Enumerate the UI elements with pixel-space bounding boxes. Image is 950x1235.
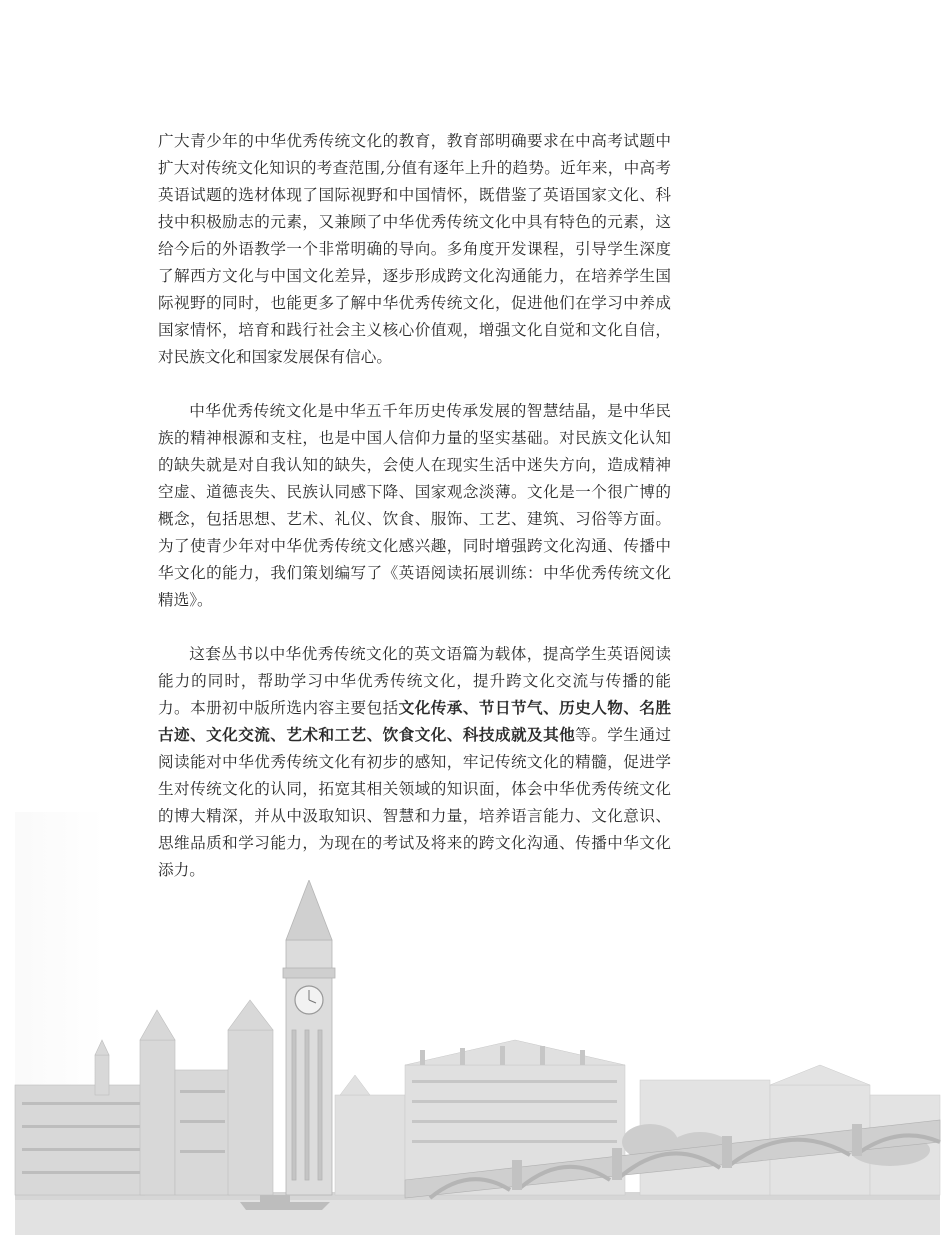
paragraph-3-topics: 文化传承、节日节气、历史人物、名胜古迹、文化交流、艺术和工艺、饮食文化、科技成就及其他 [158,699,671,744]
paragraph-3-tail: 等。学生通过阅读能对中华优秀传统文化有初步的感知，牢记传统文化的精髓，促进学生对传统文化的认同，拓宽其相关领域的知识面，体会中华优秀传统文化的博大精深，并从中汲取知识、智慧和力量，培养语言能力、文化意识、思维品质和学习能力，为现在的考试及将来的跨文化沟通、传播中华文化添力。 [158,726,671,879]
big-ben-tower [283,880,335,1195]
river-water [15,1198,940,1235]
london-skyline-illustration [0,880,950,1235]
paragraph-3 [158,641,671,884]
parliament-building [15,1000,273,1195]
preface-text [158,128,671,911]
paragraph-2: 中华优秀传统文化是中华五千年历史传承发展的智慧结晶，是中华民族的精神根源和支柱，也是中国人信仰力量的坚实基础。对民族文化认知的缺失就是对自我认知的缺失，会使人在现实生活中迷失方向，造成精神空虚、道德丧失、民族认同感下降、国家观念淡薄。文化是一个很广博的概念，包括思想、艺术、礼仪、饮食、服饰、工艺、建筑、习俗等方面。为了使青少年对中华优秀传统文化感兴趣，同时增强跨文化沟通、传播中华文化的能力，我们策划编写了《英语阅读拓展训练：中华优秀传统文化精选》。 [158,402,671,609]
paragraph-1: 广大青少年的中华优秀传统文化的教育，教育部明确要求在中高考试题中扩大对传统文化知识的考查范围,分值有逐年上升的趋势。近年来，中高考英语试题的选材体现了国际视野和中国情怀，既借鉴了英语国家文化、科技中积极励志的元素，又兼顾了中华优秀传统文化中具有特色的元素，这给今后的外语教学一个非常明确的导向。多角度开发课程，引导学生深度了解西方文化与中国文化差异，逐步形成跨文化沟通能力，在培养学生国际视野的同时，也能更多了解中华优秀传统文化，促进他们在学习中养成国家情怀，培育和践行社会主义核心价值观，增强文化自觉和文化自信，对民族文化和国家发展保有信心。 [158,132,671,366]
paragraph-3-lead: 这套丛书以中华优秀传统文化的英文语篇为载体，提高学生英语阅读能力的同时，帮助学习中华优秀传统文化，提升跨文化交流与传播的能力。本册初中版所选内容主要包括 [158,645,671,717]
